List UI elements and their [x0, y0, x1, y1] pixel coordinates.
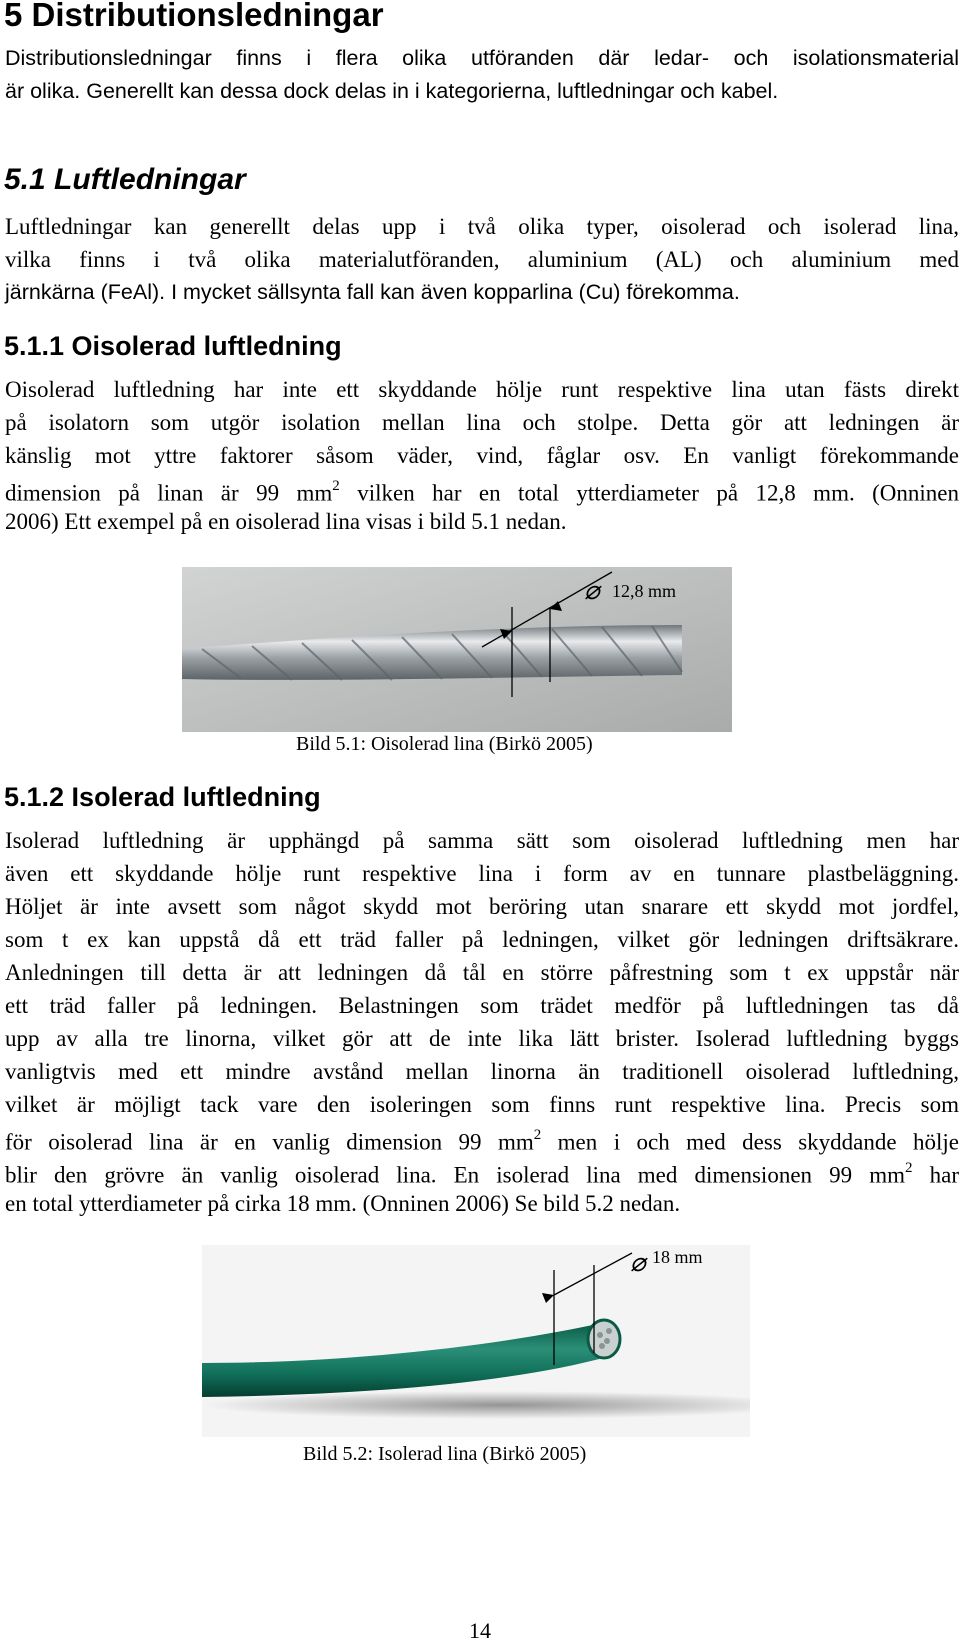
dimension-label: 12,8 mm — [612, 581, 677, 601]
paragraph-intro — [5, 42, 959, 108]
text-line: ett träd faller på ledningen. Belastningen som trädet medför på luftledningen tas då — [5, 993, 959, 1018]
text-line: upp av alla tre linorna, vilket gör att de inte lika lätt brister. Isolerad luftledning byggs — [5, 1026, 959, 1051]
text-line: vilket är möjligt tack vare den isoleringen som finns runt respektive lina. Precis som — [5, 1092, 959, 1117]
section-heading-5-1-2: 5.1.2 Isolerad luftledning — [4, 782, 321, 812]
dimension-label: 18 mm — [652, 1247, 703, 1267]
text-line: en total ytterdiameter på cirka 18 mm. (Onninen 2006) Se bild 5.2 nedan. — [5, 1191, 681, 1216]
text-line: för oisolerad lina är en vanlig dimension 99 $mm^2$ men i och med dess skyddande hölje — [5, 1127, 960, 1155]
paragraph-luftledningar — [5, 210, 959, 309]
figure-insulated-wire — [202, 1245, 750, 1437]
text-line: som t ex kan uppstå då ett träd faller på ledningen, vilket gör ledningen driftsäkrare. — [5, 927, 959, 952]
diameter-symbol-icon: ⌀ — [630, 1248, 646, 1277]
text-line: 2006) Ett exempel på en oisolerad lina visas i bild 5.1 nedan. — [5, 509, 567, 534]
text-line: på isolatorn som utgör isolation mellan lina och stolpe. Detta gör att ledningen är — [5, 410, 959, 435]
diameter-symbol-icon: ⌀ — [584, 576, 600, 605]
text-line: känslig mot yttre faktorer såsom väder, vind, fåglar osv. En vanligt förekommande — [5, 443, 959, 468]
text-line: dimension på linan är 99 $mm^2$ vilken har en total ytterdiameter på 12,8 mm. (Onninen — [5, 478, 959, 506]
text-line: vilka finns i två olika materialutföranden, aluminium (AL) och aluminium med — [5, 247, 959, 272]
page-number: 14 — [469, 1618, 491, 1643]
text-line: järnkärna (FeAl). I mycket sällsynta fall kan även kopparlina (Cu) förekomma. — [5, 280, 740, 304]
text-line: Isolerad luftledning är upphängd på samma sätt som oisolerad luftledning men har — [5, 828, 959, 853]
paragraph-isolerad — [5, 824, 959, 1220]
figure-caption-5-2: Bild 5.2: Isolerad lina (Birkö 2005) — [303, 1443, 587, 1465]
figure-caption-5-1: Bild 5.1: Oisolerad lina (Birkö 2005) — [296, 733, 593, 755]
text-line: Oisolerad luftledning har inte ett skyddande hölje runt respektive lina utan fästs direkt — [5, 377, 959, 402]
text-line: även ett skyddande hölje runt respektive lina i form av en tunnare plastbeläggning. — [5, 861, 959, 886]
paragraph-oisolerad — [5, 373, 959, 538]
text-line: blir den grövre än vanlig oisolerad lina. En isolerad lina med dimensionen 99 $mm^2$ har — [5, 1160, 959, 1188]
text-line: är olika. Generellt kan dessa dock delas in i kategorierna, luftledningar och kabel. — [5, 79, 779, 103]
text-line: Distributionsledningar finns i flera olika utföranden där ledar- och isolationsmaterial — [5, 46, 959, 70]
figure-uninsulated-wire — [182, 567, 732, 732]
text-line: Luftledningar kan generellt delas upp i två olika typer, oisolerad och isolerad lina, — [5, 214, 959, 239]
text-line: Anledningen till detta är att ledningen då tål en större påfrestning som t ex uppstår när — [5, 960, 959, 985]
section-heading-5: 5 Distributionsledningar — [4, 0, 384, 33]
section-heading-5-1-1: 5.1.1 Oisolerad luftledning — [4, 331, 342, 361]
section-heading-5-1: 5.1 Luftledningar — [4, 163, 246, 196]
text-line: vanligtvis med ett mindre avstånd mellan linorna än traditionell oisolerad luftledning, — [5, 1059, 959, 1084]
insulated-wire-photo — [202, 1245, 750, 1437]
text-line: Höljet är inte avsett som något skydd mot beröring utan snarare ett skydd mot jordfel, — [5, 894, 959, 919]
